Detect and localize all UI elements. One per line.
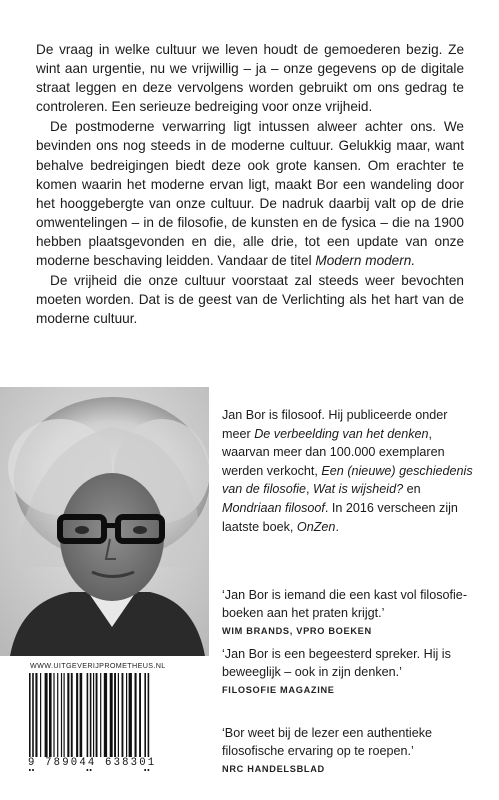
quote-source: NRC HANDELSBLAD	[222, 764, 325, 775]
bio-book-title: De verbeelding van het denken	[254, 426, 429, 441]
bio-text: Jan Bor is filosoof. Hij publiceerde onder meer	[222, 408, 448, 441]
bio-text: ,	[306, 482, 314, 497]
bio-book-title: Een (nieuwe) geschiedenis van de filosofie	[222, 463, 473, 497]
barcode-bar	[76, 673, 78, 757]
blurb	[36, 40, 464, 328]
review-quote-2	[222, 645, 484, 695]
bio-text: en	[403, 482, 421, 497]
barcode-bar	[126, 673, 127, 757]
barcode-bar	[100, 673, 101, 757]
barcode-bar	[53, 673, 54, 757]
barcode-bar	[118, 673, 119, 757]
bio-book-title: OnZen	[296, 519, 336, 534]
barcode-bar	[80, 673, 83, 757]
barcode-bar	[61, 673, 62, 757]
barcode-bar	[71, 673, 73, 757]
barcode-bar	[110, 673, 113, 757]
blurb-paragraph-2	[36, 117, 464, 270]
bio-text: , waarvan meer dan 100.000 exemplaren werden verkocht,	[222, 426, 445, 478]
barcode-bar	[67, 673, 69, 757]
quote-text: ‘Bor weet bij de lezer een authentieke filosofische ervaring op te roepen.’	[222, 726, 433, 759]
barcode-bar	[96, 673, 98, 757]
barcode-bar	[35, 673, 37, 757]
barcode-bar	[139, 673, 141, 757]
barcode-bar	[93, 673, 94, 757]
blurb-paragraph-2-text: De postmoderne verwarring ligt intussen alweer achter ons. We bevinden ons nog steeds in de moderne cultuur. Gelukkig maar, want behalve bedreigingen biedt deze ook grote kansen. Om erachter te komen waarin het moderne ervan ligt, maakt Bor een wandeling door het hooggebergte van onze cultuur. De nadruk daarbij valt op de drie omwentelingen – in de filosofie, de kunsten en de fysica – die na 1900 hebben plaatsgevonden en die, alle drie, tot een update van onze moderne beschaving leidden. Vandaar de titel	[36, 119, 464, 269]
barcode-bar	[64, 673, 65, 757]
blurb-paragraph-1: De vraag in welke cultuur we leven houdt de gemoederen bezig. Ze wint aan urgentie, nu we vrijwillig – ja – onze gegevens op de digitale straat leggen en deze vervolgens worden gebruikt om ons gedrag te controleren. Een serieuze bedreiging voor onze vrijheid.	[36, 42, 464, 115]
blurb-paragraph-3: De vrijheid die onze cultuur voorstaat zal steeds weer bevochten moeten worden. Dat is de geest van de Verlichting als het hart van de moderne cultuur.	[36, 273, 464, 327]
author-portrait	[0, 387, 209, 656]
isbn-number: 9 789044 638301	[28, 757, 206, 769]
book-title: Modern modern.	[315, 253, 416, 269]
quote-source: WIM BRANDS, VPRO BOEKEN	[222, 626, 372, 637]
barcode-bar	[114, 673, 116, 757]
publisher-url: WWW.UITGEVERIJPROMETHEUS.NL	[30, 661, 166, 670]
barcode-bar	[104, 673, 107, 757]
quote-text: ‘Jan Bor is een begeesterd spreker. Hij is beweeglijk – ook in zijn denken.’	[222, 647, 451, 680]
quote-source: FILOSOFIE MAGAZINE	[222, 685, 335, 696]
author-photo	[0, 387, 209, 656]
author-bio	[222, 406, 474, 536]
quote-text: ‘Jan Bor is iemand die een kast vol filosofieboeken aan het praten krijgt.’	[222, 588, 468, 621]
bio-text: . In 2016 verscheen zijn laatste boek,	[222, 500, 458, 534]
barcode-bar	[57, 673, 58, 757]
barcode-bar	[129, 673, 132, 757]
review-quote-3	[222, 724, 484, 774]
bio-book-title: Wat is wijsheid?	[313, 482, 404, 497]
barcode-bar	[40, 673, 41, 757]
barcode-bar	[45, 673, 48, 757]
bio-text: .	[335, 519, 339, 534]
review-quote-1	[222, 586, 484, 636]
barcode-bar	[135, 673, 137, 757]
barcode-bar	[49, 673, 52, 757]
bio-book-title: Mondriaan filosoof	[222, 500, 325, 515]
barcode-bar	[122, 673, 124, 757]
